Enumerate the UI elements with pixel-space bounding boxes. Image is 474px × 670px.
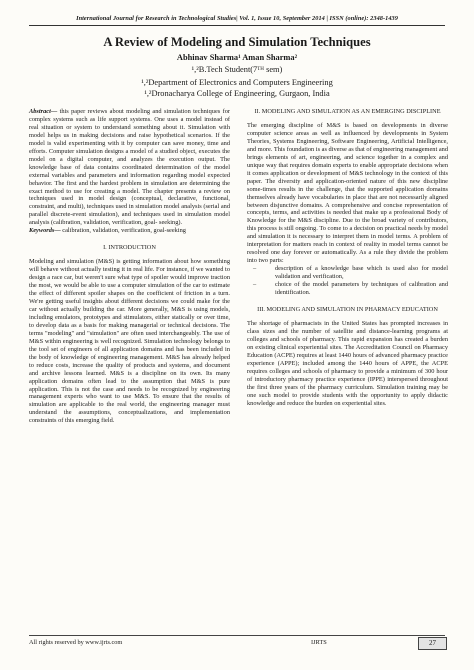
footer-copyright: All rights reserved by www.ijrts.com — [29, 639, 123, 646]
section-3-paragraph: The shortage of pharmacists in the United States has prompted increases in class sizes and the number of satellite and distance-learning programs at colleges and schools of pharmacy. This rapid expansion has created a burden on existing clinical experiential sites. The Accreditation Council on Pharmacy Education (ACPE) requires at least 1440 hours of advanced pharmacy practice experience (APPE); included among the 1440 hours of APPE, the ACPE requires colleges and schools of pharmacy to provide a minimum of 300 hour of introductory pharmacy practice experience (IPPE) interspersed throughout the first three years of the pharmacy curriculum. Simulation training may be one such model to provide students with the opportunity to apply didactic knowledge and reduce the burden on experiential sites. — [247, 319, 448, 407]
affiliation-line-1: ¹,²B.Tech Student(7ᵀᴴ sem) — [191, 65, 283, 74]
footer-org: IJRTS — [311, 639, 327, 646]
right-column — [247, 108, 448, 407]
section-1-paragraph: Modeling and simulation (M&S) is getting information about how something will behave without actually testing it in real life. For instance, if we wanted to design a race car, but weren't sure what type of spoiler would improve traction the most, we would be able to use a computer simulation of the car to estimate the effect of different spoiler shapes on the coefficient of friction in a turn. We're getting useful insights about different decisions we could make for the car without actually building the car. More generally, M&S is using models, including emulators, prototypes and stimulators, either statically or over time, to develop data as a basis for making managerial or technical decisions. The terms "modeling" and "simulation" are often used interchangeably. The use of M&S within engineering is well recognized. Simulation technology belongs to the tool set of engineers of all application domains and has been included in the body of knowledge of engineering management. M&S has already helped to reduce costs, increase the quality of products and systems, and document and archive lessons learned. M&S is a discipline on its own. Its many application domains often lead to the assumption that M&S is pure application. This is not the case and needs to be recognized by engineering management experts who want to use M&S. To ensure that the results of simulation are applicable to the real world, the engineering manager must understand the assumptions, conceptualizations, and implementation constraints of this emerging field. — [29, 258, 230, 425]
left-column — [29, 108, 230, 425]
section-3-heading: III. MODELING AND SIMULATION IN PHARMACY EDUCATION — [257, 305, 438, 313]
page-number: 27 — [418, 637, 447, 650]
section-2-paragraph: The emerging discipline of M&S is based on developments in diverse computer science areas as well as influenced by developments in System Theories, Systems Engineering, Software Engineering, Artificial Intelligence, and more. This foundation is as diverse as that of engineering management and brings elements of art, engineering, and science together in a complex and unique way that requires domain experts to enable appropriate decisions when it comes application or development of M&S technology in the context of this paper. The diversity and application-oriented nature of this new discipline some-times results in the challenge, that the supported application domains themselves already have vocabularies in place that are not necessarily aligned between disjunctive domains. A comprehensive and concise representation of concepts, terms, and activities is needed that make up a professional Body of Knowledge for the M&S discipline. Due to the broad variety of contributors, this process is still ongoing. To come to a decision on practical needs by model and simulation it is necessary to interpret them in model terms. A problem of interpretation for matters reach in context of reality in model terms cannot be resolved one day forever or automatically. As a rule they divide the problem into two parts: — [247, 122, 448, 265]
keywords — [29, 227, 230, 235]
footer-rule — [29, 635, 445, 636]
affiliation-line-2: ¹,²Department of Electronics and Computers Engineering — [141, 78, 333, 87]
list-marker: – — [253, 281, 257, 289]
paper-authors: Abhinav Sharma¹ Aman Sharma² — [176, 53, 298, 62]
abstract-text: this paper reviews about modeling and simulation techniques for complex systems such as life support systems. One uses a model instead of real situation or system to understand something about it. Simulation with model helps us in making decisions and raise hypothetical scenarios. If the model is valid experimenting with it by computer can save money, time and efforts. Computer simulation designs a model of a studied object, executes the model on a digital computer, and analyzes the execution output. The knowledge base of data contains coordinated determination of the model external variables and parameters and information regarding model expected behavior. The first and the hardest problem in simulation are determining the exact method to use for creating a model. The chapter presents a review on techniques used in model design (conceptual, declarative, functional, constraint, and multi), techniques used in simulation model analysis (serial and parallel discrete-event simulation), and techniques used in simulation model analysis (calibration, validation, verification, goal- seeking). — [29, 108, 230, 227]
affiliation-line-3: ¹,²Dronacharya College of Engineering, Gurgaon, India — [144, 89, 330, 98]
abstract — [29, 108, 230, 227]
list-marker: – — [253, 265, 257, 273]
header-rule — [29, 25, 445, 26]
section-1-heading: I. INTRODUCTION — [103, 244, 156, 252]
abstract-label: Abstract— — [29, 108, 58, 115]
keywords-text: calibration, validation, verification, goal-seeking — [60, 227, 186, 235]
list-item: – choice of the model parameters by techniques of calibration and identification. — [253, 281, 448, 297]
paper-title: A Review of Modeling and Simulation Techniques — [103, 35, 371, 49]
journal-header: International Journal for Research in Technological Studies| Vol. 1, Issue 10, September 2014 | ISSN (online): 2348-1439 — [76, 15, 398, 22]
list-item: – description of a knowledge base which is used also for model validation and verification, — [253, 265, 448, 281]
section-2-list — [247, 265, 448, 297]
section-2-heading: II. MODELING AND SIMULATION AS AN EMERGING DISCIPLINE — [254, 108, 441, 115]
keywords-label: Keywords— — [29, 227, 61, 235]
